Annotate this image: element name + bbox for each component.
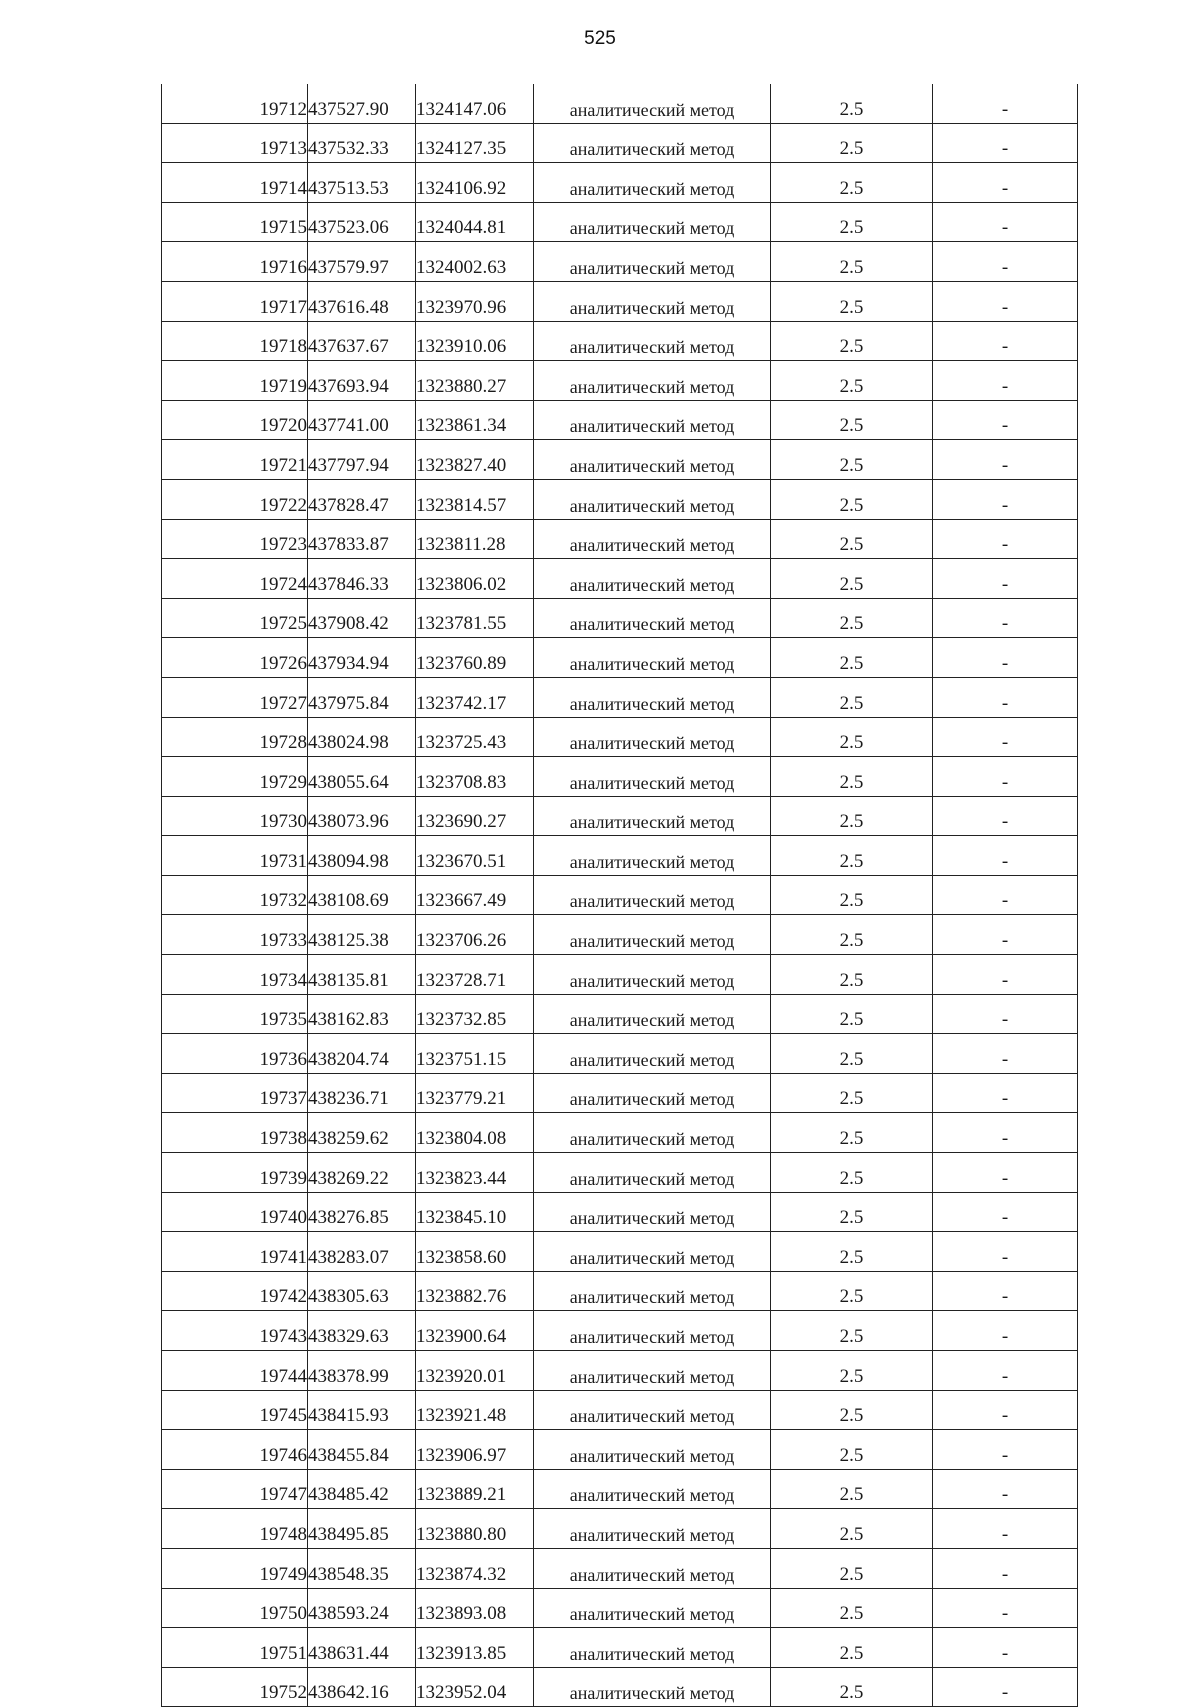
- point-number-cell: 19749: [162, 1548, 308, 1588]
- y-coordinate-cell: 1323728.71: [416, 955, 534, 995]
- method-cell: аналитический метод: [534, 163, 771, 203]
- y-coordinate-cell: 1324147.06: [416, 84, 534, 123]
- method-cell: аналитический метод: [534, 994, 771, 1034]
- method-cell: аналитический метод: [534, 361, 771, 401]
- point-number-cell: 19745: [162, 1390, 308, 1430]
- description-cell: -: [933, 1073, 1078, 1113]
- description-cell: -: [933, 361, 1078, 401]
- description-cell: -: [933, 796, 1078, 836]
- table-row: [162, 1628, 1078, 1668]
- x-coordinate-cell: 438269.22: [308, 1153, 416, 1193]
- table-row: [162, 361, 1078, 401]
- method-cell: аналитический метод: [534, 1390, 771, 1430]
- y-coordinate-cell: 1323706.26: [416, 915, 534, 955]
- x-coordinate-cell: 438305.63: [308, 1271, 416, 1311]
- precision-cell: 2.5: [771, 1628, 933, 1668]
- point-number-cell: 19726: [162, 638, 308, 678]
- x-coordinate-cell: 438055.64: [308, 757, 416, 797]
- y-coordinate-cell: 1323861.34: [416, 400, 534, 440]
- method-cell: аналитический метод: [534, 1271, 771, 1311]
- description-cell: -: [933, 1153, 1078, 1193]
- description-cell: -: [933, 1667, 1078, 1707]
- table-row: [162, 163, 1078, 203]
- y-coordinate-cell: 1323910.06: [416, 321, 534, 361]
- x-coordinate-cell: 438024.98: [308, 717, 416, 757]
- method-cell: аналитический метод: [534, 1548, 771, 1588]
- point-number-cell: 19740: [162, 1192, 308, 1232]
- y-coordinate-cell: 1323690.27: [416, 796, 534, 836]
- method-cell: аналитический метод: [534, 915, 771, 955]
- y-coordinate-cell: 1323970.96: [416, 281, 534, 321]
- point-number-cell: 19733: [162, 915, 308, 955]
- y-coordinate-cell: 1323823.44: [416, 1153, 534, 1193]
- y-coordinate-cell: 1323827.40: [416, 440, 534, 480]
- precision-cell: 2.5: [771, 598, 933, 638]
- y-coordinate-cell: 1323751.15: [416, 1034, 534, 1074]
- method-cell: аналитический метод: [534, 1628, 771, 1668]
- description-cell: -: [933, 598, 1078, 638]
- description-cell: -: [933, 321, 1078, 361]
- table-row: [162, 1232, 1078, 1272]
- point-number-cell: 19750: [162, 1588, 308, 1628]
- point-number-cell: 19723: [162, 519, 308, 559]
- method-cell: аналитический метод: [534, 1034, 771, 1074]
- method-cell: аналитический метод: [534, 440, 771, 480]
- precision-cell: 2.5: [771, 1073, 933, 1113]
- table-row: [162, 717, 1078, 757]
- x-coordinate-cell: 438455.84: [308, 1430, 416, 1470]
- precision-cell: 2.5: [771, 796, 933, 836]
- x-coordinate-cell: 437579.97: [308, 242, 416, 282]
- method-cell: аналитический метод: [534, 875, 771, 915]
- method-cell: аналитический метод: [534, 1588, 771, 1628]
- x-coordinate-cell: 437513.53: [308, 163, 416, 203]
- x-coordinate-cell: 438485.42: [308, 1469, 416, 1509]
- precision-cell: 2.5: [771, 321, 933, 361]
- table-row: [162, 1548, 1078, 1588]
- point-number-cell: 19716: [162, 242, 308, 282]
- table-row: [162, 1390, 1078, 1430]
- x-coordinate-cell: 438495.85: [308, 1509, 416, 1549]
- description-cell: -: [933, 84, 1078, 123]
- x-coordinate-cell: 437975.84: [308, 677, 416, 717]
- x-coordinate-cell: 438593.24: [308, 1588, 416, 1628]
- method-cell: аналитический метод: [534, 757, 771, 797]
- description-cell: -: [933, 281, 1078, 321]
- y-coordinate-cell: 1323725.43: [416, 717, 534, 757]
- table-row: [162, 1153, 1078, 1193]
- point-number-cell: 19712: [162, 84, 308, 123]
- precision-cell: 2.5: [771, 1588, 933, 1628]
- precision-cell: 2.5: [771, 1430, 933, 1470]
- x-coordinate-cell: 438094.98: [308, 836, 416, 876]
- table-row: [162, 559, 1078, 599]
- y-coordinate-cell: 1323880.27: [416, 361, 534, 401]
- table-row: [162, 1271, 1078, 1311]
- table-row: [162, 321, 1078, 361]
- x-coordinate-cell: 438135.81: [308, 955, 416, 995]
- method-cell: аналитический метод: [534, 559, 771, 599]
- y-coordinate-cell: 1323779.21: [416, 1073, 534, 1113]
- y-coordinate-cell: 1323882.76: [416, 1271, 534, 1311]
- y-coordinate-cell: 1323814.57: [416, 479, 534, 519]
- table-row: [162, 915, 1078, 955]
- description-cell: -: [933, 163, 1078, 203]
- description-cell: -: [933, 717, 1078, 757]
- method-cell: аналитический метод: [534, 1232, 771, 1272]
- x-coordinate-cell: 438642.16: [308, 1667, 416, 1707]
- method-cell: аналитический метод: [534, 717, 771, 757]
- table-row: [162, 1311, 1078, 1351]
- method-cell: аналитический метод: [534, 1509, 771, 1549]
- description-cell: -: [933, 242, 1078, 282]
- method-cell: аналитический метод: [534, 1153, 771, 1193]
- description-cell: -: [933, 915, 1078, 955]
- table-row: [162, 1034, 1078, 1074]
- precision-cell: 2.5: [771, 440, 933, 480]
- description-cell: -: [933, 1034, 1078, 1074]
- method-cell: аналитический метод: [534, 1192, 771, 1232]
- description-cell: -: [933, 1469, 1078, 1509]
- precision-cell: 2.5: [771, 1390, 933, 1430]
- y-coordinate-cell: 1323858.60: [416, 1232, 534, 1272]
- precision-cell: 2.5: [771, 242, 933, 282]
- description-cell: -: [933, 1351, 1078, 1391]
- x-coordinate-cell: 437833.87: [308, 519, 416, 559]
- precision-cell: 2.5: [771, 1192, 933, 1232]
- precision-cell: 2.5: [771, 1271, 933, 1311]
- precision-cell: 2.5: [771, 519, 933, 559]
- precision-cell: 2.5: [771, 163, 933, 203]
- description-cell: -: [933, 955, 1078, 995]
- point-number-cell: 19738: [162, 1113, 308, 1153]
- description-cell: -: [933, 1192, 1078, 1232]
- point-number-cell: 19718: [162, 321, 308, 361]
- point-number-cell: 19747: [162, 1469, 308, 1509]
- method-cell: аналитический метод: [534, 479, 771, 519]
- y-coordinate-cell: 1323906.97: [416, 1430, 534, 1470]
- point-number-cell: 19737: [162, 1073, 308, 1113]
- x-coordinate-cell: 438415.93: [308, 1390, 416, 1430]
- point-number-cell: 19731: [162, 836, 308, 876]
- precision-cell: 2.5: [771, 202, 933, 242]
- point-number-cell: 19721: [162, 440, 308, 480]
- y-coordinate-cell: 1323880.80: [416, 1509, 534, 1549]
- method-cell: аналитический метод: [534, 796, 771, 836]
- description-cell: -: [933, 1430, 1078, 1470]
- description-cell: -: [933, 1271, 1078, 1311]
- table-row: [162, 638, 1078, 678]
- table-row: [162, 677, 1078, 717]
- method-cell: аналитический метод: [534, 400, 771, 440]
- precision-cell: 2.5: [771, 361, 933, 401]
- precision-cell: 2.5: [771, 1667, 933, 1707]
- point-number-cell: 19713: [162, 123, 308, 163]
- method-cell: аналитический метод: [534, 677, 771, 717]
- coordinates-table-body: [162, 84, 1078, 1707]
- point-number-cell: 19746: [162, 1430, 308, 1470]
- method-cell: аналитический метод: [534, 281, 771, 321]
- point-number-cell: 19717: [162, 281, 308, 321]
- precision-cell: 2.5: [771, 638, 933, 678]
- table-row: [162, 994, 1078, 1034]
- y-coordinate-cell: 1324044.81: [416, 202, 534, 242]
- x-coordinate-cell: 437828.47: [308, 479, 416, 519]
- table-row: [162, 1509, 1078, 1549]
- table-row: [162, 1469, 1078, 1509]
- y-coordinate-cell: 1323900.64: [416, 1311, 534, 1351]
- point-number-cell: 19752: [162, 1667, 308, 1707]
- point-number-cell: 19729: [162, 757, 308, 797]
- point-number-cell: 19742: [162, 1271, 308, 1311]
- x-coordinate-cell: 438108.69: [308, 875, 416, 915]
- x-coordinate-cell: 437934.94: [308, 638, 416, 678]
- description-cell: -: [933, 1113, 1078, 1153]
- precision-cell: 2.5: [771, 1509, 933, 1549]
- x-coordinate-cell: 438329.63: [308, 1311, 416, 1351]
- precision-cell: 2.5: [771, 123, 933, 163]
- point-number-cell: 19722: [162, 479, 308, 519]
- description-cell: -: [933, 519, 1078, 559]
- description-cell: -: [933, 1628, 1078, 1668]
- table-row: [162, 1351, 1078, 1391]
- point-number-cell: 19744: [162, 1351, 308, 1391]
- table-row: [162, 1667, 1078, 1707]
- point-number-cell: 19719: [162, 361, 308, 401]
- method-cell: аналитический метод: [534, 1113, 771, 1153]
- x-coordinate-cell: 438259.62: [308, 1113, 416, 1153]
- point-number-cell: 19724: [162, 559, 308, 599]
- precision-cell: 2.5: [771, 677, 933, 717]
- point-number-cell: 19720: [162, 400, 308, 440]
- table-row: [162, 1192, 1078, 1232]
- description-cell: -: [933, 1548, 1078, 1588]
- table-row: [162, 400, 1078, 440]
- x-coordinate-cell: 437527.90: [308, 84, 416, 123]
- method-cell: аналитический метод: [534, 836, 771, 876]
- precision-cell: 2.5: [771, 479, 933, 519]
- x-coordinate-cell: 437693.94: [308, 361, 416, 401]
- precision-cell: 2.5: [771, 757, 933, 797]
- y-coordinate-cell: 1323920.01: [416, 1351, 534, 1391]
- point-number-cell: 19715: [162, 202, 308, 242]
- description-cell: -: [933, 123, 1078, 163]
- description-cell: -: [933, 677, 1078, 717]
- table-row: [162, 84, 1078, 123]
- precision-cell: 2.5: [771, 1548, 933, 1588]
- y-coordinate-cell: 1324127.35: [416, 123, 534, 163]
- point-number-cell: 19732: [162, 875, 308, 915]
- table-row: [162, 123, 1078, 163]
- table-row: [162, 1430, 1078, 1470]
- y-coordinate-cell: 1323732.85: [416, 994, 534, 1034]
- precision-cell: 2.5: [771, 84, 933, 123]
- table-row: [162, 440, 1078, 480]
- point-number-cell: 19748: [162, 1509, 308, 1549]
- x-coordinate-cell: 437523.06: [308, 202, 416, 242]
- x-coordinate-cell: 438631.44: [308, 1628, 416, 1668]
- point-number-cell: 19727: [162, 677, 308, 717]
- precision-cell: 2.5: [771, 875, 933, 915]
- method-cell: аналитический метод: [534, 202, 771, 242]
- table-row: [162, 836, 1078, 876]
- precision-cell: 2.5: [771, 1469, 933, 1509]
- y-coordinate-cell: 1323889.21: [416, 1469, 534, 1509]
- x-coordinate-cell: 437908.42: [308, 598, 416, 638]
- method-cell: аналитический метод: [534, 1430, 771, 1470]
- point-number-cell: 19714: [162, 163, 308, 203]
- method-cell: аналитический метод: [534, 84, 771, 123]
- precision-cell: 2.5: [771, 1034, 933, 1074]
- description-cell: -: [933, 559, 1078, 599]
- description-cell: -: [933, 757, 1078, 797]
- description-cell: -: [933, 1509, 1078, 1549]
- method-cell: аналитический метод: [534, 519, 771, 559]
- precision-cell: 2.5: [771, 955, 933, 995]
- precision-cell: 2.5: [771, 836, 933, 876]
- y-coordinate-cell: 1323742.17: [416, 677, 534, 717]
- precision-cell: 2.5: [771, 1351, 933, 1391]
- precision-cell: 2.5: [771, 1232, 933, 1272]
- description-cell: -: [933, 440, 1078, 480]
- x-coordinate-cell: 438125.38: [308, 915, 416, 955]
- description-cell: -: [933, 400, 1078, 440]
- point-number-cell: 19743: [162, 1311, 308, 1351]
- table-row: [162, 875, 1078, 915]
- x-coordinate-cell: 437741.00: [308, 400, 416, 440]
- x-coordinate-cell: 438204.74: [308, 1034, 416, 1074]
- x-coordinate-cell: 438073.96: [308, 796, 416, 836]
- y-coordinate-cell: 1323670.51: [416, 836, 534, 876]
- point-number-cell: 19734: [162, 955, 308, 995]
- table-row: [162, 519, 1078, 559]
- method-cell: аналитический метод: [534, 123, 771, 163]
- precision-cell: 2.5: [771, 1153, 933, 1193]
- point-number-cell: 19735: [162, 994, 308, 1034]
- x-coordinate-cell: 438276.85: [308, 1192, 416, 1232]
- x-coordinate-cell: 437616.48: [308, 281, 416, 321]
- method-cell: аналитический метод: [534, 638, 771, 678]
- description-cell: -: [933, 1232, 1078, 1272]
- method-cell: аналитический метод: [534, 955, 771, 995]
- y-coordinate-cell: 1323806.02: [416, 559, 534, 599]
- x-coordinate-cell: 438548.35: [308, 1548, 416, 1588]
- x-coordinate-cell: 438378.99: [308, 1351, 416, 1391]
- y-coordinate-cell: 1324106.92: [416, 163, 534, 203]
- y-coordinate-cell: 1323913.85: [416, 1628, 534, 1668]
- method-cell: аналитический метод: [534, 242, 771, 282]
- point-number-cell: 19736: [162, 1034, 308, 1074]
- point-number-cell: 19728: [162, 717, 308, 757]
- method-cell: аналитический метод: [534, 1351, 771, 1391]
- method-cell: аналитический метод: [534, 321, 771, 361]
- description-cell: -: [933, 994, 1078, 1034]
- precision-cell: 2.5: [771, 400, 933, 440]
- table-row: [162, 1073, 1078, 1113]
- description-cell: -: [933, 202, 1078, 242]
- y-coordinate-cell: 1323893.08: [416, 1588, 534, 1628]
- x-coordinate-cell: 437846.33: [308, 559, 416, 599]
- table-row: [162, 1113, 1078, 1153]
- precision-cell: 2.5: [771, 1311, 933, 1351]
- precision-cell: 2.5: [771, 717, 933, 757]
- table-row: [162, 281, 1078, 321]
- page-number: 525: [584, 28, 616, 49]
- precision-cell: 2.5: [771, 559, 933, 599]
- y-coordinate-cell: 1323874.32: [416, 1548, 534, 1588]
- y-coordinate-cell: 1323952.04: [416, 1667, 534, 1707]
- description-cell: -: [933, 836, 1078, 876]
- description-cell: -: [933, 479, 1078, 519]
- point-number-cell: 19751: [162, 1628, 308, 1668]
- y-coordinate-cell: 1323811.28: [416, 519, 534, 559]
- description-cell: -: [933, 1311, 1078, 1351]
- x-coordinate-cell: 437532.33: [308, 123, 416, 163]
- precision-cell: 2.5: [771, 994, 933, 1034]
- description-cell: -: [933, 1390, 1078, 1430]
- x-coordinate-cell: 437797.94: [308, 440, 416, 480]
- table-row: [162, 796, 1078, 836]
- y-coordinate-cell: 1323845.10: [416, 1192, 534, 1232]
- table-row: [162, 955, 1078, 995]
- x-coordinate-cell: 438236.71: [308, 1073, 416, 1113]
- y-coordinate-cell: 1323760.89: [416, 638, 534, 678]
- x-coordinate-cell: 438162.83: [308, 994, 416, 1034]
- description-cell: -: [933, 638, 1078, 678]
- precision-cell: 2.5: [771, 281, 933, 321]
- table-row: [162, 1588, 1078, 1628]
- table-row: [162, 202, 1078, 242]
- method-cell: аналитический метод: [534, 1469, 771, 1509]
- y-coordinate-cell: 1324002.63: [416, 242, 534, 282]
- precision-cell: 2.5: [771, 915, 933, 955]
- table-row: [162, 242, 1078, 282]
- table-row: [162, 479, 1078, 519]
- x-coordinate-cell: 438283.07: [308, 1232, 416, 1272]
- table-row: [162, 598, 1078, 638]
- method-cell: аналитический метод: [534, 1311, 771, 1351]
- point-number-cell: 19730: [162, 796, 308, 836]
- point-number-cell: 19741: [162, 1232, 308, 1272]
- description-cell: -: [933, 875, 1078, 915]
- method-cell: аналитический метод: [534, 1073, 771, 1113]
- method-cell: аналитический метод: [534, 1667, 771, 1707]
- y-coordinate-cell: 1323708.83: [416, 757, 534, 797]
- coordinates-table: [161, 84, 1078, 1707]
- x-coordinate-cell: 437637.67: [308, 321, 416, 361]
- description-cell: -: [933, 1588, 1078, 1628]
- precision-cell: 2.5: [771, 1113, 933, 1153]
- table-row: [162, 757, 1078, 797]
- y-coordinate-cell: 1323667.49: [416, 875, 534, 915]
- y-coordinate-cell: 1323804.08: [416, 1113, 534, 1153]
- method-cell: аналитический метод: [534, 598, 771, 638]
- y-coordinate-cell: 1323781.55: [416, 598, 534, 638]
- point-number-cell: 19725: [162, 598, 308, 638]
- y-coordinate-cell: 1323921.48: [416, 1390, 534, 1430]
- point-number-cell: 19739: [162, 1153, 308, 1193]
